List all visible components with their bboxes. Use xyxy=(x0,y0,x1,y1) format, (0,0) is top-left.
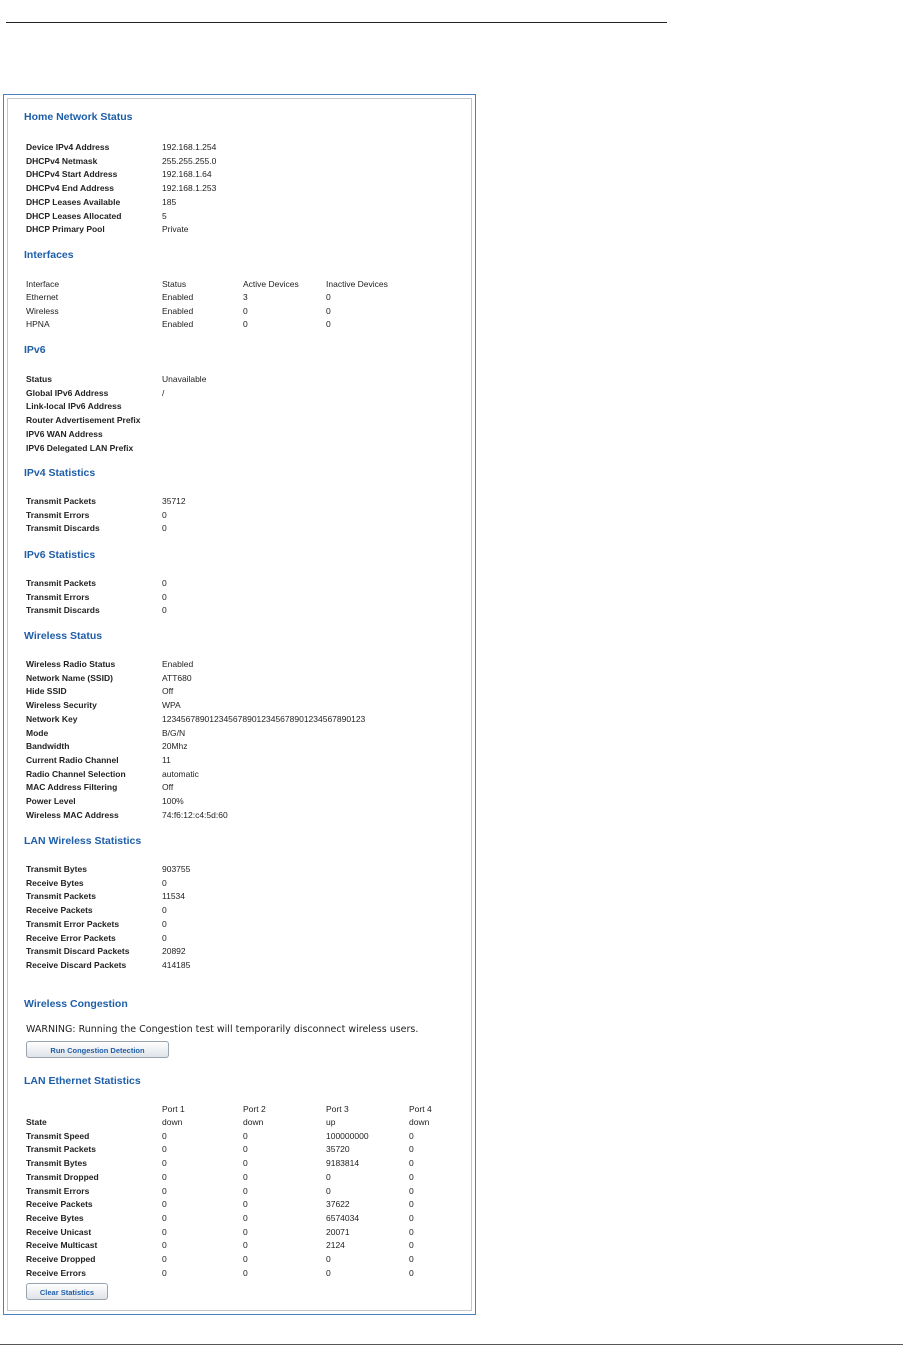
row-label: Wireless xyxy=(26,305,59,316)
row-value: 35720 xyxy=(326,1144,350,1155)
row-value: 0 xyxy=(162,877,167,888)
row-value: 3 xyxy=(243,292,248,302)
row-value: 0 xyxy=(162,918,167,929)
row-value: 192.168.1.64 xyxy=(162,169,212,180)
row-label: Transmit Errors xyxy=(26,591,90,602)
row-label: DHCP Leases Allocated xyxy=(26,210,122,221)
row-value: Inactive Devices xyxy=(326,279,388,289)
row-label: IPV6 WAN Address xyxy=(26,428,103,439)
row-value: 0 xyxy=(243,1158,248,1169)
row-value: 0 xyxy=(243,319,248,330)
row-label: Network Name (SSID) xyxy=(26,672,113,683)
row-label: Receive Multicast xyxy=(26,1240,98,1251)
row-label: Transmit Packets xyxy=(26,496,96,506)
row-value: 255.255.255.0 xyxy=(162,155,217,166)
row-label: Receive Errors xyxy=(26,1267,87,1278)
row-label: Current Radio Channel xyxy=(26,754,119,765)
row-value: WPA xyxy=(162,700,181,711)
row-value: Enabled xyxy=(162,659,194,669)
row-label: Transmit Packets xyxy=(26,1144,96,1155)
row-value: Off xyxy=(162,782,174,793)
row-value: Port 3 xyxy=(326,1104,349,1114)
row-value: 0 xyxy=(409,1240,414,1251)
row-value: 0 xyxy=(409,1212,414,1223)
row-value: Enabled xyxy=(162,319,194,330)
row-value: down xyxy=(243,1117,264,1127)
row-value: 0 xyxy=(162,591,167,602)
row-label: Receive Packets xyxy=(26,1199,93,1210)
row-label: Receive Bytes xyxy=(26,1212,84,1223)
row-label: Transmit Speed xyxy=(26,1130,90,1141)
row-value: 0 xyxy=(243,1130,248,1141)
row-label: Transmit Packets xyxy=(26,578,96,588)
row-value: ATT680 xyxy=(162,672,192,683)
row-label: Mode xyxy=(26,727,49,738)
row-value: 0 xyxy=(409,1171,414,1182)
row-label: Ethernet xyxy=(26,292,59,302)
row-value: Private xyxy=(162,224,189,235)
row-label: Receive Discard Packets xyxy=(26,959,127,970)
row-value: 0 xyxy=(162,523,167,534)
row-value: / xyxy=(162,387,165,398)
row-label: Receive Packets xyxy=(26,905,93,916)
row-label: Radio Channel Selection xyxy=(26,768,126,779)
row-value: 192.168.1.253 xyxy=(162,183,217,194)
row-value: 1234567890123456789012345678901234567890123 xyxy=(162,713,366,724)
row-value: 192.168.1.254 xyxy=(162,142,217,152)
row-value: B/G/N xyxy=(162,727,186,738)
row-label: Transmit Discards xyxy=(26,523,100,534)
row-label: DHCPv4 Netmask xyxy=(26,155,98,166)
row-value: down xyxy=(162,1117,183,1127)
row-label: Transmit Errors xyxy=(26,1185,90,1196)
row-value: 0 xyxy=(409,1267,414,1278)
row-label: Receive Error Packets xyxy=(26,932,116,943)
row-label: Status xyxy=(26,374,52,384)
row-label: DHCP Leases Available xyxy=(26,196,121,207)
row-value: 0 xyxy=(243,1171,248,1182)
bottom-rule xyxy=(0,1344,903,1345)
row-value: 11 xyxy=(162,754,171,765)
home-title: Home Network Status xyxy=(24,111,133,123)
row-value: Active Devices xyxy=(243,279,299,289)
row-label: Transmit Error Packets xyxy=(26,918,120,929)
row-value: 903755 xyxy=(162,864,191,874)
status-panel xyxy=(3,94,476,1315)
row-value: 0 xyxy=(162,1240,167,1251)
row-value: 0 xyxy=(243,1144,248,1155)
row-value: 0 xyxy=(243,1212,248,1223)
row-value: 0 xyxy=(243,305,248,316)
row-label: Transmit Discard Packets xyxy=(26,946,130,957)
row-value: 20Mhz xyxy=(162,741,188,752)
row-value: 20892 xyxy=(162,946,186,957)
row-value: 185 xyxy=(162,196,177,207)
row-value: 9183814 xyxy=(326,1158,360,1169)
row-label: Wireless Security xyxy=(26,700,97,711)
row-value: 0 xyxy=(243,1254,248,1264)
row-label: Link-local IPv6 Address xyxy=(26,401,122,412)
row-label: DHCPv4 End Address xyxy=(26,183,115,194)
row-value: 0 xyxy=(326,292,331,302)
row-value: 0 xyxy=(326,319,331,330)
row-label: Hide SSID xyxy=(26,686,67,697)
row-value: 0 xyxy=(409,1254,414,1264)
row-value: 0 xyxy=(162,1212,167,1223)
congestion-warning: WARNING: Running the Congestion test will temporarily disconnect wireless users. xyxy=(26,1024,419,1035)
row-value: 0 xyxy=(409,1226,414,1237)
row-value: 0 xyxy=(243,1226,248,1237)
row-label: Global IPv6 Address xyxy=(26,387,109,398)
row-value: 0 xyxy=(243,1267,248,1278)
row-value: 100% xyxy=(162,796,184,806)
row-value: 0 xyxy=(409,1185,414,1196)
row-label: Wireless Radio Status xyxy=(26,659,116,669)
row-value: up xyxy=(326,1117,336,1127)
row-value: 414185 xyxy=(162,959,191,970)
row-label: Router Advertisement Prefix xyxy=(26,415,141,426)
row-label: Transmit Errors xyxy=(26,509,90,520)
row-label: State xyxy=(26,1117,47,1127)
ipv6-title: IPv6 xyxy=(24,344,46,356)
interfaces-title: Interfaces xyxy=(24,249,74,261)
row-label: Device IPv4 Address xyxy=(26,142,110,152)
row-value: down xyxy=(409,1117,430,1127)
row-value: 0 xyxy=(162,1130,167,1141)
row-label: DHCPv4 Start Address xyxy=(26,169,118,180)
row-label: MAC Address Filtering xyxy=(26,782,118,793)
row-value: Port 4 xyxy=(409,1104,432,1114)
row-label: Receive Dropped xyxy=(26,1254,96,1264)
row-label: Interface xyxy=(26,279,60,289)
row-value: 11534 xyxy=(162,891,186,902)
row-label: Wireless MAC Address xyxy=(26,809,119,820)
row-value: 0 xyxy=(162,509,167,520)
row-value: 0 xyxy=(162,1254,167,1264)
row-value: 0 xyxy=(326,1254,331,1264)
row-label: HPNA xyxy=(26,319,50,330)
top-rule xyxy=(6,22,667,23)
row-value: 0 xyxy=(326,1267,331,1278)
row-value: 20071 xyxy=(326,1226,350,1237)
row-value: 0 xyxy=(162,932,167,943)
row-value: automatic xyxy=(162,768,199,779)
row-label: Transmit Packets xyxy=(26,891,96,902)
lan-wireless-title: LAN Wireless Statistics xyxy=(24,835,142,847)
row-value: 0 xyxy=(243,1199,248,1210)
congestion-title: Wireless Congestion xyxy=(24,998,128,1010)
row-value: 0 xyxy=(162,1158,167,1169)
row-value: 0 xyxy=(409,1158,414,1169)
row-value: 0 xyxy=(162,578,167,588)
row-label: DHCP Primary Pool xyxy=(26,224,105,235)
row-value: 35712 xyxy=(162,496,186,506)
row-value: Enabled xyxy=(162,292,194,302)
run-congestion-detection-button[interactable]: Run Congestion Detection xyxy=(26,1041,169,1058)
row-label: Transmit Dropped xyxy=(26,1171,99,1182)
row-value: 0 xyxy=(162,1267,167,1278)
row-value: 5 xyxy=(162,210,167,221)
row-value: 0 xyxy=(162,605,167,616)
row-value: Off xyxy=(162,686,174,697)
row-value: 0 xyxy=(162,905,167,916)
row-value: 100000000 xyxy=(326,1130,369,1141)
row-label: Receive Bytes xyxy=(26,877,84,888)
row-label: Power Level xyxy=(26,796,76,806)
row-value: 0 xyxy=(162,1185,167,1196)
row-value: 0 xyxy=(326,1185,331,1196)
row-value: Enabled xyxy=(162,305,194,316)
row-label: Transmit Bytes xyxy=(26,1158,87,1169)
row-value: 6574034 xyxy=(326,1212,360,1223)
row-value: 2124 xyxy=(326,1240,345,1251)
row-value: 0 xyxy=(162,1171,167,1182)
row-value: 0 xyxy=(409,1144,414,1155)
status-panel-inner xyxy=(7,98,472,1311)
row-value: 0 xyxy=(326,305,331,316)
row-value: Unavailable xyxy=(162,374,207,384)
row-value: 0 xyxy=(326,1171,331,1182)
row-value: 0 xyxy=(243,1240,248,1251)
row-label: Receive Unicast xyxy=(26,1226,92,1237)
ipv6-stats-title: IPv6 Statistics xyxy=(24,549,96,561)
row-value: 0 xyxy=(243,1185,248,1196)
row-value: 74:f6:12:c4:5d:60 xyxy=(162,809,228,820)
row-label: Transmit Discards xyxy=(26,605,100,616)
row-value: 0 xyxy=(162,1226,167,1237)
row-label: IPV6 Delegated LAN Prefix xyxy=(26,442,134,453)
row-value: Port 1 xyxy=(162,1104,185,1114)
row-label: Bandwidth xyxy=(26,741,70,752)
wireless-status-title: Wireless Status xyxy=(24,630,103,642)
row-value: 0 xyxy=(409,1199,414,1210)
clear-statistics-button[interactable]: Clear Statistics xyxy=(26,1283,108,1300)
row-label: Network Key xyxy=(26,713,78,724)
lan-ethernet-title: LAN Ethernet Statistics xyxy=(24,1075,141,1087)
ipv4-stats-title: IPv4 Statistics xyxy=(24,467,96,479)
row-value: 0 xyxy=(162,1199,167,1210)
row-value: 0 xyxy=(409,1130,414,1141)
row-value: 0 xyxy=(162,1144,167,1155)
row-label: Transmit Bytes xyxy=(26,864,87,874)
row-value: Status xyxy=(162,279,187,289)
row-value: 37622 xyxy=(326,1199,350,1210)
row-value: Port 2 xyxy=(243,1104,266,1114)
